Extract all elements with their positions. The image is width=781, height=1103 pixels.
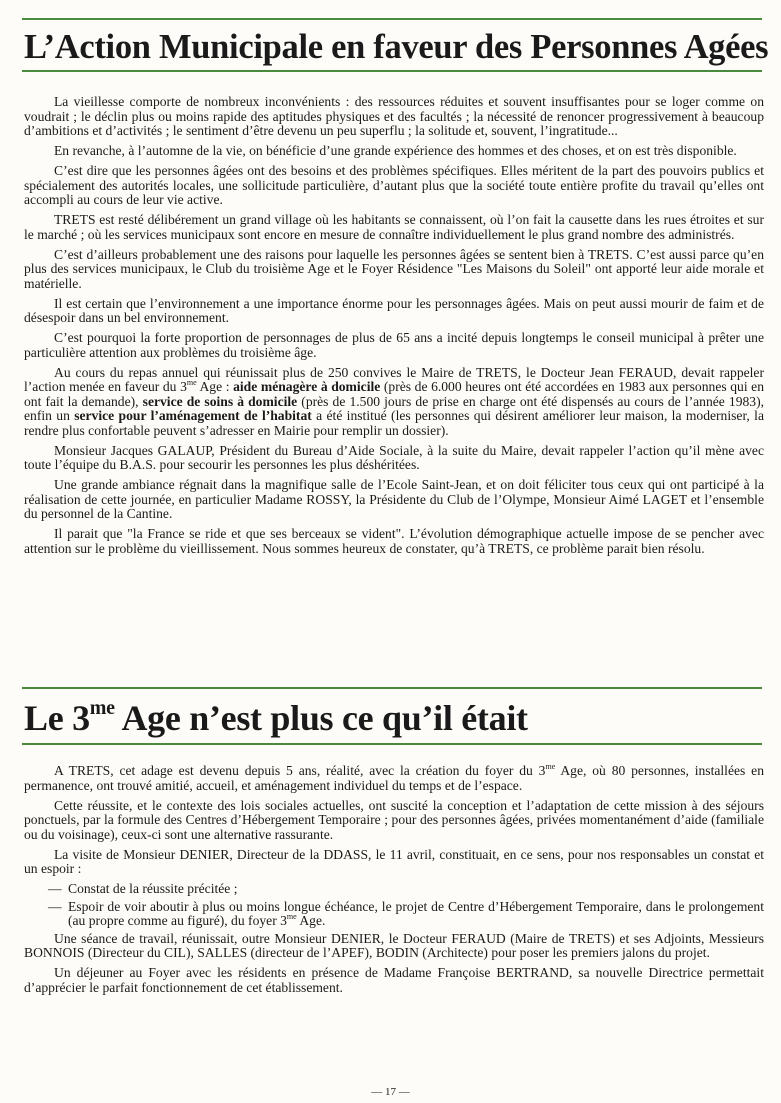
dash-bullet: — <box>48 898 62 914</box>
paragraph: Au cours du repas annuel qui réunissait plus de 250 convives le Maire de TRETS, le Docteur Jean FERAUD, devait rappeler l’action menée en faveur du $3^{me}$ Age : aide ménagère à domicile (près de 6.000 heures ont été accordées en 1983 aux personnes qui en ont fait la demande), service de soins à domicile (près de 1.500 jours de prise en charge ont été dispensés au cours de l’année 1983), enfin un service pour l’aménagement de l’habitat a été institué (les personnes qui désirent améliorer leur maison, la moderniser, la rendre plus confortable peuvent s’adresser en Mairie pour remplir un dossier). <box>24 364 765 438</box>
paragraph: C’est pourquoi la forte proportion de personnages de plus de 65 ans a incité depuis longtemps le conseil municipal à prêter une particulière attention aux problèmes du troisième âge. <box>24 330 764 360</box>
page-number: — 17 — <box>371 1086 410 1098</box>
paragraph: C’est dire que les personnes âgées ont des besoins et des problèmes spécifiques. Elles méritent de la part des pouvoirs publics et spécialement des autorités locales, une sollicitude particulière, d’autant plus que la société toute entière profite du travail qu’elles ont accompli au cours de leur vie active. <box>24 163 764 207</box>
paragraph: Une séance de travail, réunissait, outre Monsieur DENIER, le Docteur FERAUD (Maire de TRETS) et ses Adjoints, Messieurs BONNOIS (Directeur du CIL), SALLES (directeur de l’APEF), BODIN (Architecte) pour poser les premiers jalons du projet. <box>24 930 764 960</box>
paragraph: Il parait que "la France se ride et que ses berceaux se vident". L’évolution démographique actuelle impose de se pencher avec attention sur le problème du vieillissement. Nous sommes heureux de constater, qu’à TRETS, ce problème parait bien résolu. <box>24 526 764 556</box>
article-body-1 <box>24 95 764 562</box>
paragraph: Une grande ambiance régnait dans la magnifique salle de l’Ecole Saint-Jean, et on doit féliciter tous ceux qui ont participé à la réalisation de cette journée, en particulier Madame ROSSY, la Présidente du Club de l’Olympe, Monsieur Aimé LAGET et l’ensemble du personnel de la Cantine. <box>24 477 764 521</box>
list-item: — Espoir de voir aboutir à plus ou moins longue échéance, le projet de Centre d’Hébergement Temporaire, dans le prolongement (au propre comme au figuré), du foyer $3^{me}$ Age. <box>48 898 764 928</box>
article-body-2 <box>24 764 764 1001</box>
article-title-1: L’Action Municipale en faveur des Personnes Agées <box>24 28 769 66</box>
paragraph: TRETS est resté délibérement un grand village où les habitants se connaissent, où l’on fait la causette dans les rues étroites et sur le marché ; où les services municipaux sont encore en mesure de connaître individuellement le plus grand nombre des administrés. <box>24 212 764 242</box>
paragraph: A TRETS, cet adage est devenu depuis 5 ans, réalité, avec la création du foyer du $3^{me}$ Age, où 80 personnes, installées en permanence, ont trouvé amitié, accueil, et aménagement individuel du temps et de l’espace. <box>24 762 764 793</box>
paragraph: La vieillesse comporte de nombreux inconvénients : des ressources réduites et souvent insuffisantes pour se loger comme on voudrait ; le déclin plus ou moins rapide des aptitudes physiques et des facultés ; la nécessité de renoncer progressivement à beaucoup d’ambitions et d’activités ; le sentiment d’être devenu un peu superflu ; la solitude et, souvent, l’ingratitude... <box>24 94 764 138</box>
paragraph: La visite de Monsieur DENIER, Directeur de la DDASS, le 11 avril, constituait, en ce sens, pour nos responsables un constat et un espoir : <box>24 846 764 876</box>
section-divider <box>22 687 762 689</box>
top-rule <box>22 18 762 20</box>
title-underline-2 <box>22 743 762 745</box>
dash-bullet: — <box>48 881 62 896</box>
title-underline-1 <box>22 70 762 72</box>
paragraph: Il est certain que l’environnement a une importance énorme pour les personnages âgées. Mais on peut aussi mourir de faim et de désespoir dans un bel environnement. <box>24 295 764 325</box>
paragraph: En revanche, à l’automne de la vie, on bénéficie d’une grande expérience des hommes et des choses, et on est très disponible. <box>54 143 737 158</box>
paragraph: C’est d’ailleurs probablement une des raisons pour laquelle les personnes âgées se sentent bien à TRETS. C’est aussi parce qu’en plus des services municipaux, le Club du troisième Age et le Foyer Résidence "Les Maisons du Soleil" ont apporté leur aide morale et matérielle. <box>24 246 764 291</box>
list-item: — Constat de la réussite précitée ; <box>48 881 238 896</box>
paragraph: Monsieur Jacques GALAUP, Président du Bureau d’Aide Sociale, à la suite du Maire, devait rappeler l’action qu’il mène avec toute l’équipe du B.A.S. pour secourir les personnes les plus déshéritées. <box>24 442 764 472</box>
paragraph: Un déjeuner au Foyer avec les résidents en présence de Madame Françoise BERTRAND, sa nouvelle Directrice permettait d’apprécier le parfait fonctionnement de cet établissement. <box>24 965 764 995</box>
article-title-2: Le $3^{me}$ Age n’est plus ce qu’il était <box>24 697 528 738</box>
paragraph: Cette réussite, et le contexte des lois sociales actuelles, ont suscité la conception et l’adaptation de cette mission à des séjours ponctuels, par la formule des Centres d’Hébergement Temporaire ; pour des personnes âgées, privées momentanément d’aide (familiale ou du voisinage), ceux-ci sont une alternative rassurante. <box>24 797 764 842</box>
